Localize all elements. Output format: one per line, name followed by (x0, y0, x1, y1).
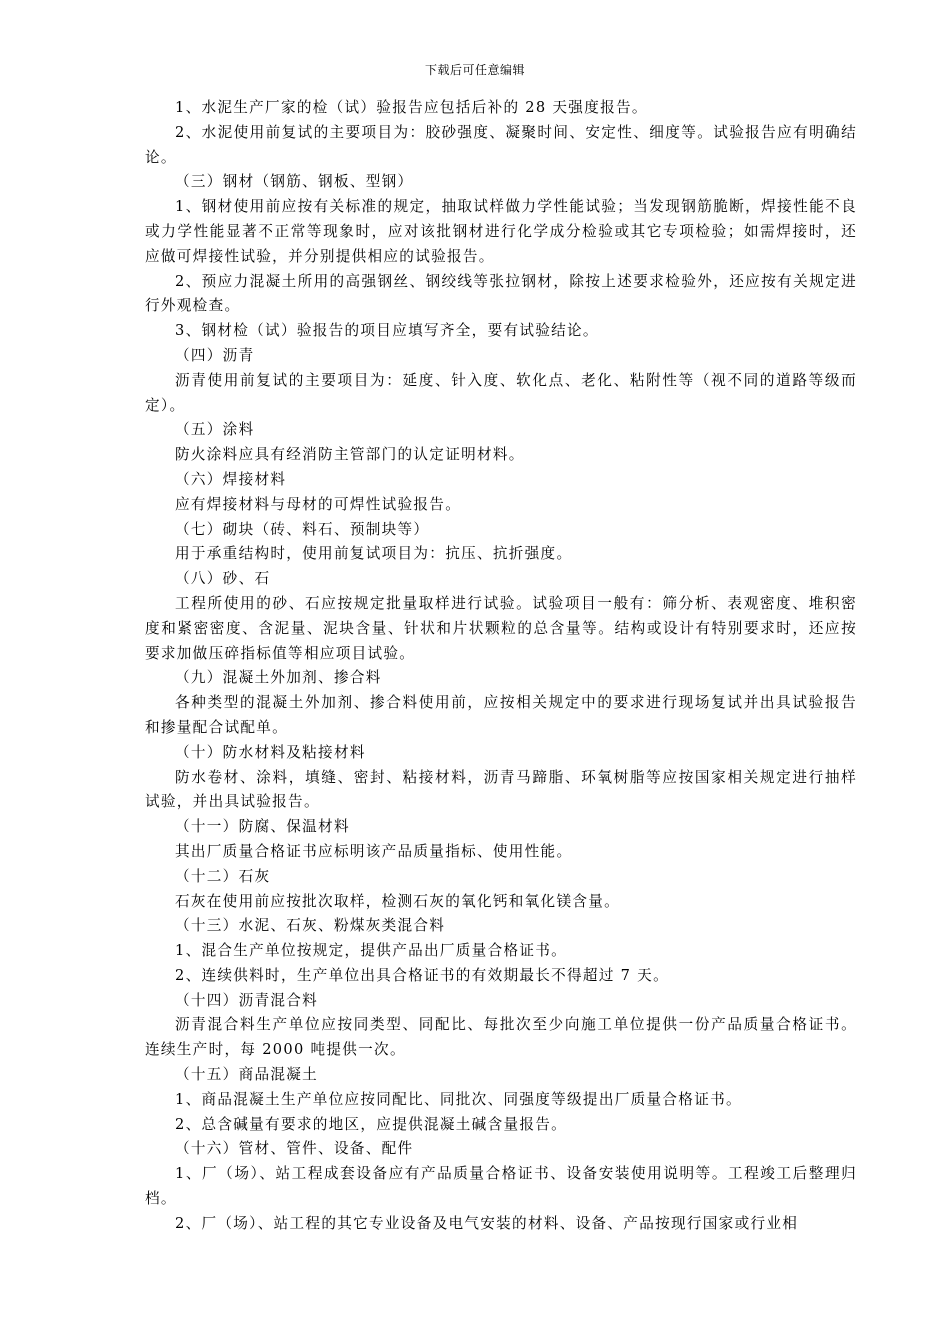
paragraph: （十二）石灰 (175, 867, 271, 885)
paragraph: 工程所使用的砂、石应按规定批量取样进行试验。试验项目一般有：筛分析、表观密度、堆积密度和紧密密度、含泥量、泥块含量、针状和片状颗粒的总含量等。结构或设计有特别要求时，还应按要求加做压碎指标值等相应项目试验。 (145, 594, 857, 662)
paragraph: 沥青混合料生产单位应按同类型、同配比、每批次至少向施工单位提供一份产品质量合格证书。连续生产时，每 2000 吨提供一次。 (145, 1016, 857, 1059)
paragraph: 1、混合生产单位按规定，提供产品出厂质量合格证书。 (175, 942, 568, 960)
paragraph: 1、厂（场）、站工程成套设备应有产品质量合格证书、设备安装使用说明等。工程竣工后整理归档。 (145, 1165, 857, 1208)
paragraph: 2、连续供料时，生产单位出具合格证书的有效期最长不得超过 7 天。 (175, 966, 669, 984)
paragraph: 1、水泥生产厂家的检（试）验报告应包括后补的 28 天强度报告。 (175, 99, 648, 116)
paragraph: （十三）水泥、石灰、粉煤灰类混合料 (175, 917, 446, 935)
paragraph: 2、厂（场）、站工程的其它专业设备及电气安装的材料、设备、产品按现行国家或行业相 (175, 1214, 799, 1232)
paragraph: 2、水泥使用前复试的主要项目为：胶砂强度、凝聚时间、安定性、细度等。试验报告应有明确结论。 (145, 123, 857, 166)
paragraph: 1、钢材使用前应按有关标准的规定，抽取试样做力学性能试验；当发现钢筋脆断，焊接性能不良或力学性能显著不正常等现象时，应对该批钢材进行化学成分检验或其它专项检验；如需焊接时，还应做可焊接性试验，并分别提供相应的试验报告。 (145, 198, 857, 265)
paragraph: （六）焊接材料 (175, 470, 287, 488)
paragraph: （四）沥青 (175, 346, 255, 364)
paragraph: （五）涂料 (175, 421, 255, 439)
paragraph: 2、总含碱量有要求的地区，应提供混凝土碱含量报告。 (175, 1115, 568, 1133)
paragraph: （七）砌块（砖、料石、预制块等） (175, 520, 430, 538)
paragraph: 应有焊接材料与母材的可焊性试验报告。 (175, 495, 462, 513)
paragraph: 沥青使用前复试的主要项目为：延度、针入度、软化点、老化、粘附性等（视不同的道路等级而定）。 (145, 371, 857, 414)
paragraph: 各种类型的混凝土外加剂、掺合料使用前，应按相关规定中的要求进行现场复试并出具试验报告和掺量配合试配单。 (145, 694, 857, 736)
paragraph: 石灰在使用前应按批次取样，检测石灰的氧化钙和氧化镁含量。 (175, 892, 621, 910)
paragraph: 3、钢材检（试）验报告的项目应填写齐全，要有试验结论。 (175, 322, 599, 340)
paragraph: （八）砂、石 (175, 570, 271, 588)
paragraph: 用于承重结构时，使用前复试项目为：抗压、抗折强度。 (175, 545, 573, 563)
paragraph: 2、预应力混凝土所用的高强钢丝、钢绞线等张拉钢材，除按上述要求检验外，还应按有关规定进行外观检查。 (145, 272, 857, 315)
paragraph: （三）钢材（钢筋、钢板、型钢） (175, 173, 414, 191)
paragraph: 防水卷材、涂料，填缝、密封、粘接材料，沥青马蹄脂、环氧树脂等应按国家相关规定进行抽样试验，并出具试验报告。 (145, 768, 857, 811)
paragraph: （十四）沥青混合料 (175, 991, 319, 1009)
paragraph: 其出厂质量合格证书应标明该产品质量指标、使用性能。 (175, 842, 573, 860)
paragraph: （十一）防腐、保温材料 (175, 818, 350, 836)
paragraph: 1、商品混凝土生产单位应按同配比、同批次、同强度等级提出厂质量合格证书。 (175, 1090, 742, 1108)
paragraph: （十）防水材料及粘接材料 (175, 743, 366, 761)
page-header: 下载后可任意编辑 (424, 63, 525, 77)
paragraph: （九）混凝土外加剂、掺合料 (175, 669, 382, 687)
paragraph: 防火涂料应具有经消防主管部门的认定证明材料。 (175, 446, 525, 464)
paragraph: （十六）管材、管件、设备、配件 (175, 1140, 414, 1158)
document-body (145, 96, 857, 1237)
paragraph: （十五）商品混凝土 (175, 1066, 319, 1084)
